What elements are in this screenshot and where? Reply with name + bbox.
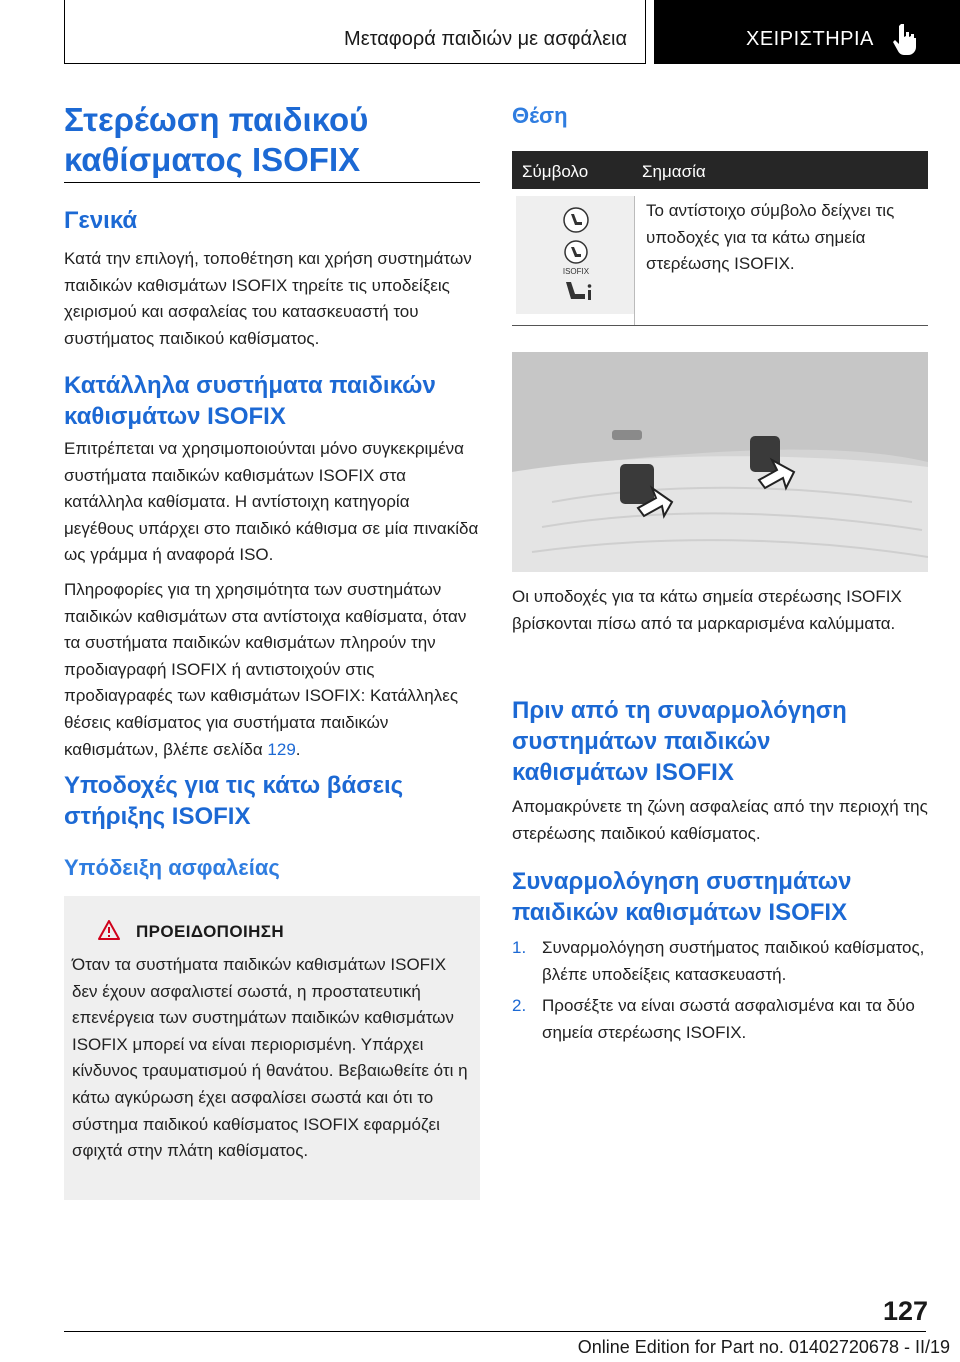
- suitable-heading: Κατάλληλα συστήματα παιδικών καθισμάτων ISOFIX: [64, 372, 436, 430]
- warning-title: ΠΡΟΕΙΔΟΠΟΙΗΣΗ: [136, 922, 285, 941]
- header-title-box: [64, 0, 646, 64]
- page-title: Στερέωση παιδικού καθίσματος ISOFIX: [64, 101, 369, 178]
- before-text: Απομακρύνετε τη ζώνη ασφαλείας από την περιοχή της στερέωσης παιδικού καθίσματος.: [512, 797, 928, 843]
- svg-text:ISOFIX: ISOFIX: [562, 267, 590, 276]
- header-title: Μεταφορά παιδιών με ασφάλεια: [344, 28, 627, 50]
- list-item: 1. Συναρμολόγηση συστήματος παιδικού καθίσματος, βλέπε υποδείξεις κατασκευαστή.: [512, 938, 925, 984]
- header-chapter: ΧΕΙΡΙΣΤΗΡΙΑ: [746, 28, 874, 50]
- suitable-text-2: Πληροφορίες για τη χρησιμότητα των συστημάτων παιδικών καθισμάτων στα αντίστοιχα καθίσματα, όταν τα συστήματα παιδικών καθισμάτων πληρούν την προδιαγραφή ISOFIX ή αντιστοιχούν στις προδιαγραφές των καθισμάτων ISOFIX: Κατάλληλες θέσεις καθίσματος για συστήματα παιδικών καθισμάτων, βλέπε σελίδα 129.: [64, 579, 467, 759]
- isofix-symbols: [516, 196, 634, 314]
- col-meaning: Σημασία: [642, 162, 706, 181]
- list-item: 2. Προσέξτε να είναι σωστά ασφαλισμένα και τα δύο σημεία στερέωσης ISOFIX.: [512, 996, 915, 1042]
- header-chapter-box: [654, 0, 960, 64]
- before-heading: Πριν από τη συναρμολόγηση συστημάτων παιδικών καθισμάτων ISOFIX: [512, 697, 847, 786]
- footer-divider: [64, 1331, 926, 1332]
- table-column-divider: [634, 196, 635, 325]
- footer-text: Online Edition for Part no. 01402720678 - II/19: [577, 1337, 950, 1357]
- suitable-text-1: Επιτρέπεται να χρησιμοποιούνται μόνο συγκεκριμένα συστήματα παιδικών καθισμάτων ISOFIX στα κατάλληλα καθίσματα. Η αντίστοιχη κατηγορία μεγέθους υπάρχει στο παιδικό κάθισμα σε μία πινακίδα ως γράμμα ή αναφορά ISO.: [64, 439, 479, 565]
- warning-text: Όταν τα συστήματα παιδικών καθισμάτων ISOFIX δεν έχουν ασφαλιστεί σωστά, η προστατευτική επενέργεια των συστημάτων παιδικών καθισμάτων ISOFIX μπορεί να είναι περιορισμένη. Υπάρχει κίνδυνος τραυματισμού ή θανάτου. Βεβαιωθείτε ότι η κάτω αγκύρωση έχει ασφαλίσει σωστά και ότι το σύστημα παιδικού καθίσματος ISOFIX εφαρμόζει σφιχτά στην πλάτη καθίσματος.: [72, 955, 468, 1161]
- page-link-129[interactable]: 129: [267, 739, 296, 759]
- position-heading: Θέση: [512, 103, 568, 128]
- page-number: 127: [882, 1296, 928, 1326]
- title-divider: [64, 182, 480, 183]
- symbol-meaning: Το αντίστοιχο σύμβολο δείχνει τις υποδοχές για τα κάτω σημεία στερέωσης ISOFIX.: [646, 201, 895, 274]
- warning-triangle-icon: [98, 920, 120, 940]
- col-symbol: Σύμβολο: [522, 162, 589, 181]
- symbol-table-header: [512, 151, 928, 189]
- mounts-heading: Υποδοχές για τις κάτω βάσεις στήριξης ISOFIX: [64, 772, 404, 830]
- general-text: Κατά την επιλογή, τοποθέτηση και χρήση συστημάτων παιδικών καθισμάτων ISOFIX τηρείτε τις υποδείξεις χειρισμού και ασφαλείας του κατασκευαστή του συστήματος παιδικού καθίσματος.: [64, 249, 472, 348]
- photo-caption: Οι υποδοχές για τα κάτω σημεία στερέωσης ISOFIX βρίσκονται πίσω από τα μαρκαρισμένα καλύμματα.: [512, 587, 902, 633]
- general-heading: Γενικά: [64, 207, 138, 234]
- assembly-heading: Συναρμολόγηση συστημάτων παιδικών καθισμάτων ISOFIX: [512, 868, 852, 926]
- warning-box: [64, 896, 480, 1200]
- safety-heading: Υπόδειξη ασφαλείας: [64, 855, 280, 880]
- table-bottom-rule: [512, 325, 928, 326]
- hand-pointer-icon: [892, 22, 918, 56]
- isofix-symbol-icon: [516, 196, 634, 314]
- isofix-seat-photo: [512, 352, 928, 572]
